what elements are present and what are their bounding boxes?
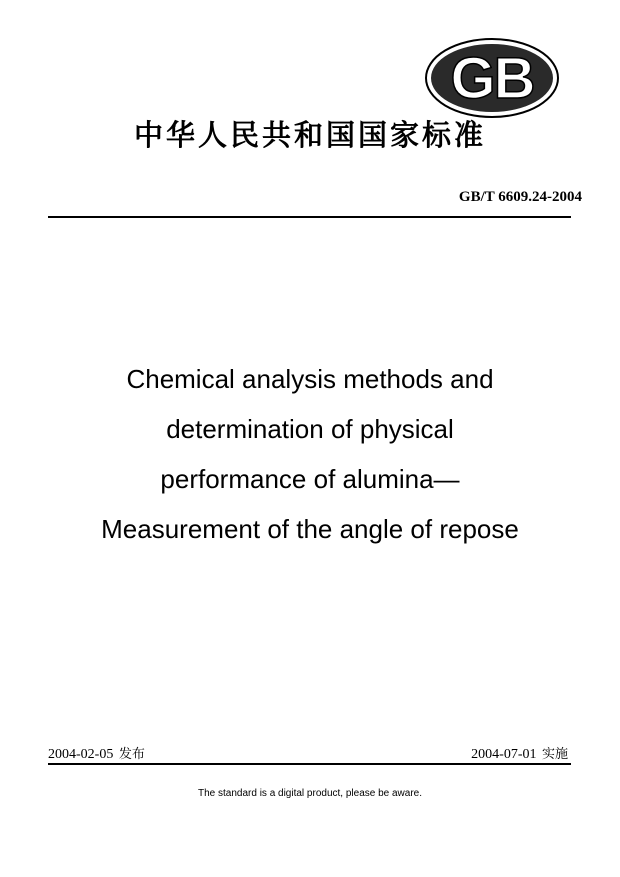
title-line: Measurement of the angle of repose: [101, 514, 519, 544]
issue-date: 2004-02-05: [48, 747, 114, 762]
national-standard-title: 中华人民共和国国家标准: [133, 118, 486, 152]
document-title: [0, 354, 620, 554]
digital-product-notice: The standard is a digital product, please be aware.: [197, 788, 423, 799]
standard-number: GB/T 6609.24-2004: [458, 189, 582, 205]
effective-date: 2004-07-01: [471, 747, 537, 762]
issue-label: 发布: [118, 747, 145, 762]
gb-logo: [424, 38, 560, 118]
gb-logo-icon: [424, 38, 560, 118]
bottom-divider: [48, 763, 571, 765]
svg-text:GB: GB: [450, 46, 534, 111]
issue-date-row: [48, 743, 145, 763]
title-line: determination of physical: [166, 414, 454, 444]
top-divider: [48, 216, 571, 218]
effective-label: 实施: [541, 747, 568, 762]
title-line: Chemical analysis methods and: [126, 364, 494, 394]
title-line: performance of alumina—: [160, 464, 460, 494]
effective-date-row: [471, 743, 568, 763]
